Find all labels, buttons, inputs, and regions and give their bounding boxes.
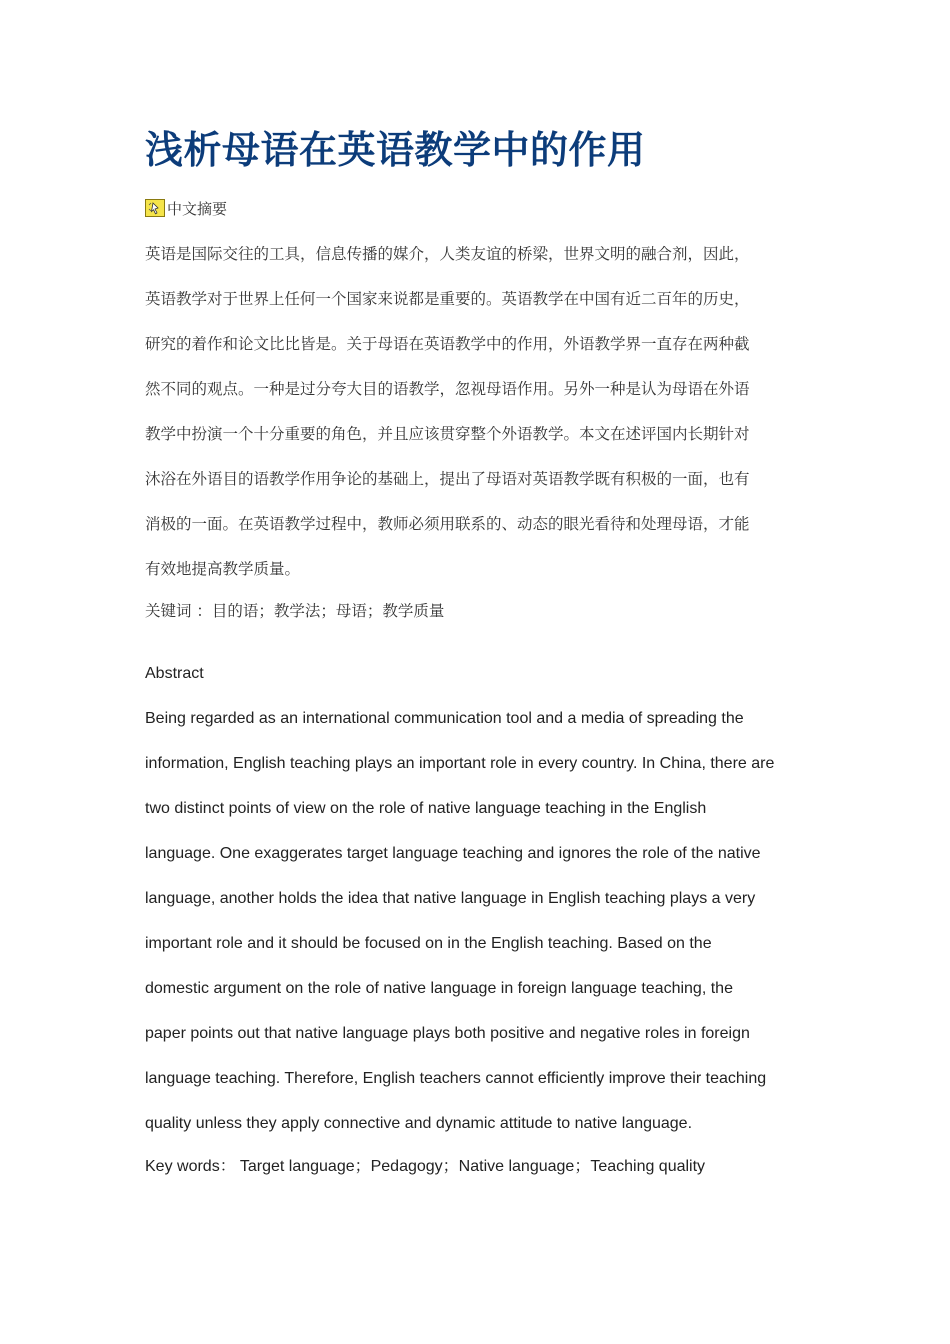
en-abstract-line: important role and it should be focused on in the English teaching. Based on the [145, 935, 712, 952]
en-abstract-line: quality unless they apply connective and dynamic attitude to native language. [145, 1115, 693, 1132]
cn-abstract-line: 有效地提高教学质量。 [145, 560, 301, 578]
cn-abstract-line: 沐浴在外语目的语教学作用争论的基础上，提出了母语对英语教学既有积极的一面，也有 [145, 470, 750, 488]
en-abstract-line: two distinct points of view on the role of native language teaching in the English [145, 800, 707, 817]
cn-abstract-line: 然不同的观点。一种是过分夸大目的语教学，忽视母语作用。另外一种是认为母语在外语 [145, 380, 750, 398]
cn-abstract-line: 消极的一面。在英语教学过程中，教师必须用联系的、动态的眼光看待和处理母语，才能 [145, 515, 750, 533]
cn-abstract-line: 教学中扮演一个十分重要的角色，并且应该贯穿整个外语教学。本文在述评国内长期针对 [145, 425, 750, 443]
en-abstract-line: information, English teaching plays an important role in every country. In China, there are [145, 755, 775, 772]
cn-abstract-line: 英语教学对于世界上任何一个国家来说都是重要的。英语教学在中国有近二百年的历史， [145, 290, 750, 308]
document-link-icon[interactable] [145, 199, 165, 217]
en-abstract-line: language, another holds the idea that native language in English teaching plays a very [145, 890, 756, 907]
cn-abstract-paragraph [145, 232, 805, 592]
cn-abstract-line: 英语是国际交往的工具，信息传播的媒介，人类友谊的桥梁，世界文明的融合剂，因此， [145, 245, 750, 263]
cn-abstract-heading[interactable] [145, 195, 227, 221]
cn-abstract-label: 中文摘要 [167, 199, 228, 218]
en-abstract-line: language. One exaggerates target language teaching and ignores the role of the native [145, 845, 761, 862]
cn-abstract-line: 研究的着作和论文比比皆是。关于母语在英语教学中的作用，外语教学界一直存在两种截 [145, 335, 750, 353]
en-abstract-paragraph [145, 696, 810, 1146]
en-abstract-line: language teaching. Therefore, English teachers cannot efficiently improve their teaching [145, 1070, 767, 1087]
en-abstract-line: paper points out that native language plays both positive and negative roles in foreign [145, 1025, 750, 1042]
en-abstract-line: Being regarded as an international communication tool and a media of spreading the [145, 710, 744, 727]
en-abstract-heading: Abstract [145, 665, 204, 682]
en-keywords: Key words： Target language；Pedagogy；Native language；Teaching quality [145, 1158, 706, 1175]
document-title: 浅析母语在英语教学中的作用 [145, 127, 646, 172]
en-abstract-line: domestic argument on the role of native language in foreign language teaching, the [145, 980, 733, 997]
cn-keywords: 关键词 ：目的语；教学法；母语；教学质量 [145, 602, 445, 620]
